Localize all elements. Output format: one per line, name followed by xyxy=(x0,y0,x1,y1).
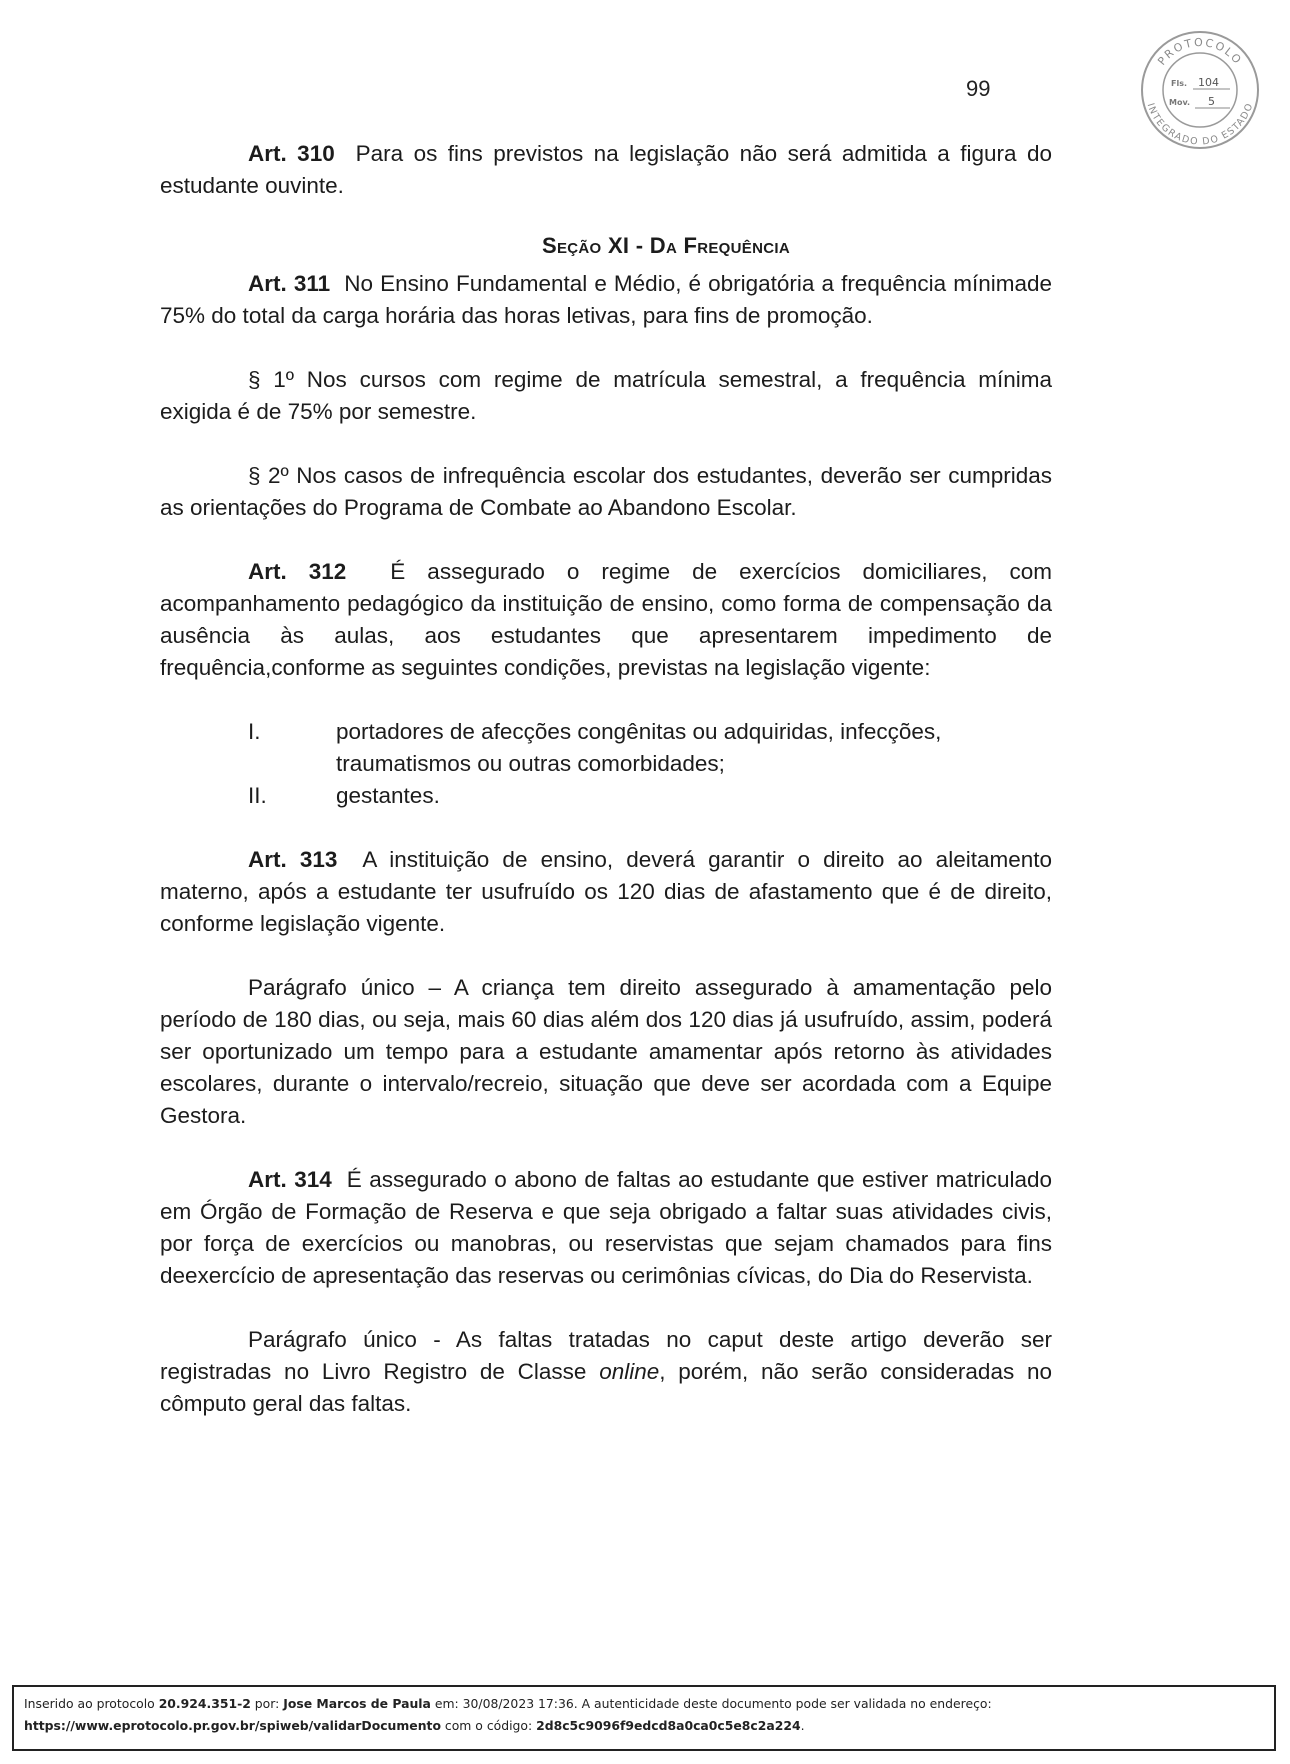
page-number: 99 xyxy=(966,76,991,101)
stamp-bottom-text: INTEGRADO DO ESTADO xyxy=(1144,101,1256,148)
protocol-number: 20.924.351-2 xyxy=(158,1696,251,1711)
article-311-paragraph-1: § 1º Nos cursos com regime de matrícula semestral, a frequência mínima exigida é de 75% por semestre. xyxy=(160,367,1052,424)
authentication-footer xyxy=(12,1685,1276,1751)
stamp-fls-value: 104 xyxy=(1198,76,1219,89)
article-314 xyxy=(160,1164,1052,1292)
protocol-stamp xyxy=(1138,28,1262,152)
section-title: Seção XI - Da Frequência xyxy=(542,233,790,258)
article-label: Art. 313 xyxy=(248,847,338,872)
list-item-text: gestantes. xyxy=(336,783,440,808)
paragraph-italic-text: online xyxy=(599,1359,660,1384)
article-310 xyxy=(160,138,1052,202)
article-text: No Ensino Fundamental e Médio, é obrigatória a frequência mínimade 75% do total da carga horária das horas letivas, para fins de promoção. xyxy=(160,271,1052,328)
paragraph-text: , porém, não serão consideradas no cômputo geral das faltas. xyxy=(160,1359,1052,1416)
stamp-mov-value: 5 xyxy=(1208,95,1215,108)
article-text: É assegurado o abono de faltas ao estudante que estiver matriculado em Órgão de Formação de Reserva e que seja obrigado a faltar suas atividades civis, por força de exercícios ou manobras, ou reservistas que sejam chamados para fins deexercício de apresentação das reservas ou cerimônias cívicas, do Dia do Reservista. xyxy=(160,1167,1052,1288)
article-311-paragraph-2: § 2º Nos casos de infrequência escolar dos estudantes, deverão ser cumpridas as orientações do Programa de Combate ao Abandono Escolar. xyxy=(160,463,1052,520)
article-313 xyxy=(160,844,1052,940)
list-item-number: II. xyxy=(248,783,267,808)
footer-text: com o código: xyxy=(440,1718,537,1733)
article-314-single-paragraph xyxy=(160,1324,1052,1420)
footer-text: em: 30/08/2023 17:36. A autenticidade deste documento pode ser validada no endereço: xyxy=(430,1696,992,1711)
list-item-text: portadores de afecções congênitas ou adquiridas, infecções, traumatismos ou outras comorbidades; xyxy=(336,719,942,776)
article-311 xyxy=(160,268,1052,332)
stamp-mov-label: Mov. xyxy=(1169,98,1191,107)
article-label: Art. 312 xyxy=(248,559,347,584)
article-313-single-paragraph: Parágrafo único – A criança tem direito assegurado à amamentação pelo período de 180 dias, ou seja, mais 60 dias além dos 120 dias já usufruído, assim, poderá ser oportunizado um tempo para a estudante amamentar após retorno às atividades escolares, durante o intervalo/recreio, situação que deve ser acordada com a Equipe Gestora. xyxy=(160,975,1052,1128)
stamp-top-text: PROTOCOLO xyxy=(1155,35,1245,68)
author-name: Jose Marcos de Paula xyxy=(283,1696,431,1711)
footer-text: . xyxy=(800,1718,805,1733)
footer-text: por: xyxy=(250,1696,284,1711)
article-text: Para os fins previstos na legislação não será admitida a figura do estudante ouvinte. xyxy=(160,141,1052,198)
paragraph-text: Parágrafo único - As faltas tratadas no caput deste artigo deverão ser registradas no Livro Registro de Classe xyxy=(160,1327,1052,1384)
article-label: Art. 314 xyxy=(248,1167,332,1192)
validation-url[interactable]: https://www.eprotocolo.pr.gov.br/spiweb/validarDocumento xyxy=(24,1718,441,1733)
article-label: Art. 311 xyxy=(248,271,331,296)
article-312 xyxy=(160,556,1052,684)
list-item xyxy=(248,780,1052,812)
document-body xyxy=(160,138,1052,1420)
article-text: É assegurado o regime de exercícios domiciliares, com acompanhamento pedagógico da instituição de ensino, como forma de compensação da ausência às aulas, aos estudantes que apresentarem impedimento de frequência,conforme as seguintes condições, previstas na legislação vigente: xyxy=(160,559,1052,680)
footer-line-2 xyxy=(24,1715,1264,1737)
list-item xyxy=(248,716,1052,780)
footer-line-1 xyxy=(24,1693,1264,1715)
stamp-fls-label: Fls. xyxy=(1171,79,1188,88)
article-text: A instituição de ensino, deverá garantir o direito ao aleitamento materno, após a estudante ter usufruído os 120 dias de afastamento que é de direito, conforme legislação vigente. xyxy=(160,847,1053,936)
list-item-number: I. xyxy=(248,719,261,744)
validation-code: 2d8c5c9096f9edcd8a0ca0c5e8c2a224 xyxy=(536,1718,801,1733)
svg-text:INTEGRADO DO ESTADO xyxy=(1145,102,1256,148)
footer-text: Inserido ao protocolo xyxy=(24,1696,159,1711)
article-label: Art. 310 xyxy=(248,141,335,166)
article-312-list xyxy=(248,716,1052,812)
